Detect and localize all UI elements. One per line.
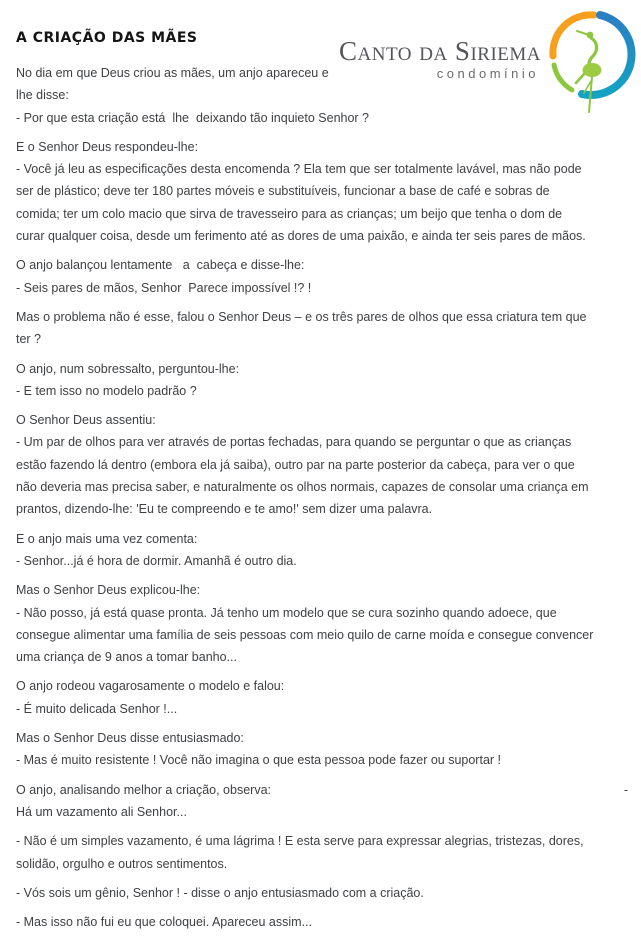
paragraph [16, 579, 628, 668]
text-line: Mas o problema não é esse, falou o Senhor Deus – e os três pares de olhos que essa criatura tem que [16, 309, 587, 324]
page-title: A CRIAÇÃO DAS MÃES [16, 30, 198, 46]
text-line: - Senhor...já é hora de dormir. Amanhã é outro dia. [16, 553, 297, 568]
text-line: O Senhor Deus assentiu: [16, 413, 156, 428]
text-line: E o anjo mais uma vez comenta: [16, 531, 198, 546]
paragraph [16, 358, 628, 403]
paragraph [16, 830, 628, 875]
text-line: - Você já leu as especificações desta encomenda ? Ela tem que ser totalmente lavável, mas não pode [16, 162, 582, 177]
brand-logo [339, 8, 639, 114]
text-line: - E tem isso no modelo padrão ? [16, 383, 197, 398]
text-line: - Um par de olhos para ver através de portas fechadas, para quando se perguntar o que as crianças [16, 435, 572, 450]
text-line: E o Senhor Deus respondeu-lhe: [16, 139, 199, 154]
paragraph [16, 528, 628, 573]
paragraph [16, 911, 628, 933]
text-line: ser de plástico; deve ter 180 partes móveis e substituíveis, funcionar a base de café e sobras de [16, 184, 550, 199]
text-line: O anjo rodeou vagarosamente o modelo e falou: [16, 679, 285, 694]
text-line: estão fazendo lá dentro (embora ela já saiba), outro par na parte posterior da cabeça, para ver o que [16, 457, 575, 472]
text-line: lhe disse: [16, 88, 69, 103]
text-line: Há um vazamento ali Senhor... [16, 804, 187, 819]
text-line: - Não é um simples vazamento, é uma lágrima ! E esta serve para expressar alegrias, tristezas, dores, [16, 834, 584, 849]
text-line [16, 779, 628, 801]
paragraph [16, 409, 628, 520]
text-line: Mas o Senhor Deus disse entusiasmado: [16, 731, 244, 746]
text-line: - É muito delicada Senhor !... [16, 701, 178, 716]
paragraph [16, 136, 628, 247]
text-line: curar qualquer coisa, desde um ferimento até as dores de uma paixão, e ainda ter seis pares de mãos. [16, 229, 586, 244]
paragraph [16, 675, 628, 720]
paragraph [16, 254, 628, 299]
brand-name: Canto da Siriema [339, 36, 541, 66]
paragraph [16, 882, 628, 904]
text-line: - Mas isso não fui eu que coloquei. Apareceu assim... [16, 915, 312, 930]
text-line: comida; ter um colo macio que sirva de travesseiro para as crianças; um beijo que tenha o dom de [16, 206, 563, 221]
brand-logo-text [339, 38, 541, 81]
text-line-left-fragment: O anjo, analisando melhor a criação, observa: [16, 782, 272, 797]
text-line-right-fragment: - [623, 782, 628, 797]
text-line: - Não posso, já está quase pronta. Já tenho um modelo que se cura sozinho quando adoece, que [16, 605, 557, 620]
paragraph [16, 727, 628, 772]
text-line: consegue alimentar uma família de seis pessoas com meio quilo de carne moída e consegue convencer [16, 627, 594, 642]
text-line: - Por que esta criação está lhe deixando tão inquieto Senhor ? [16, 110, 370, 125]
brand-subtitle: condomínio [436, 66, 539, 81]
document-body [16, 62, 628, 933]
text-line: O anjo balançou lentamente a cabeça e disse-lhe: [16, 258, 305, 273]
text-line: Mas o Senhor Deus explicou-lhe: [16, 583, 201, 598]
text-line: O anjo, num sobressalto, perguntou-lhe: [16, 361, 240, 376]
text-line: No dia em que Deus criou as mães, um anjo apareceu e [16, 66, 329, 80]
text-line: prantos, dizendo-lhe: 'Eu te compreendo e te amo!' sem dizer uma palavra. [16, 502, 433, 517]
text-line: solidão, orgulho e outros sentimentos. [16, 856, 228, 871]
text-line: ter ? [16, 332, 42, 347]
text-line: - Seis pares de mãos, Senhor Parece impossível !? ! [16, 280, 312, 295]
text-line: não deveria mas precisa saber, e naturalmente os olhos normais, capazes de consolar uma criança em [16, 480, 589, 495]
text-line: - Mas é muito resistente ! Você não imagina o que esta pessoa pode fazer ou suportar ! [16, 753, 502, 768]
paragraph [16, 306, 628, 351]
text-line: - Vós sois um gênio, Senhor ! - disse o anjo entusiasmado com a criação. [16, 885, 424, 900]
paragraph [16, 779, 628, 824]
siriema-bird-icon [543, 8, 639, 114]
text-line: uma criança de 9 anos a tomar banho... [16, 650, 237, 665]
